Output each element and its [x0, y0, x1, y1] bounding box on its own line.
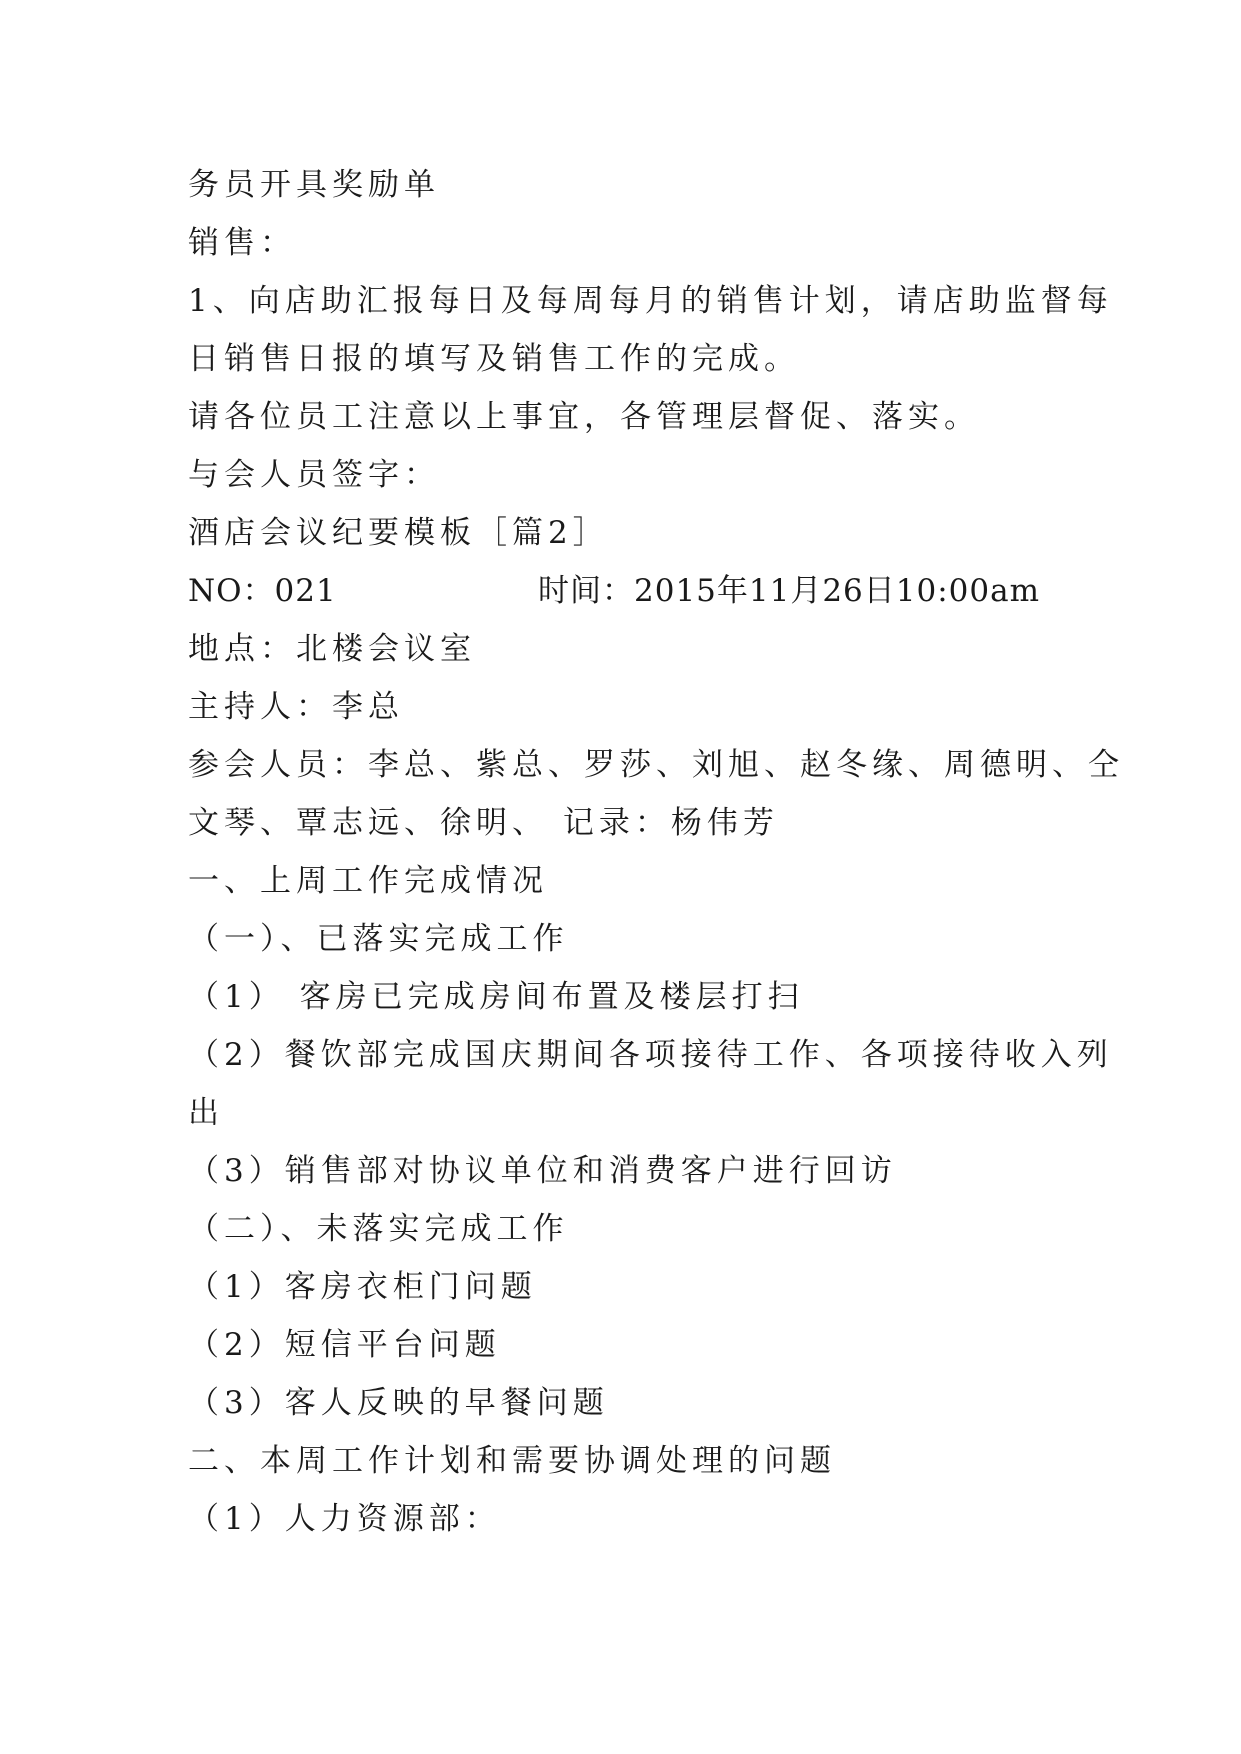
list-item: （3）客人反映的早餐问题 — [188, 1385, 609, 1421]
meeting-attendees-cont: 文琴、覃志远、徐明、 记录：杨伟芳 — [188, 805, 779, 841]
list-item: （2）短信平台问题 — [188, 1327, 501, 1363]
section-label-sales: 销售： — [188, 225, 296, 261]
list-item: （1）客房衣柜门问题 — [188, 1269, 537, 1305]
subsection-heading: （二）、未落实完成工作 — [188, 1211, 569, 1247]
section-heading: 二、本周工作计划和需要协调处理的问题 — [188, 1443, 836, 1479]
list-item: （2）餐饮部完成国庆期间各项接待工作、各项接待收入列 — [188, 1037, 1113, 1073]
text-line: 务员开具奖励单 — [188, 167, 440, 203]
list-item: （1） 客房已完成房间布置及楼层打扫 — [188, 979, 804, 1015]
meeting-number: NO：021 — [188, 573, 337, 609]
text-line: 日销售日报的填写及销售工作的完成。 — [188, 341, 800, 377]
text-line: 1、向店助汇报每日及每周每月的销售计划，请店助监督每 — [188, 283, 1113, 319]
subsection-heading: （一）、已落实完成工作 — [188, 921, 569, 957]
document-body — [188, 156, 1124, 1548]
meeting-location: 地点：北楼会议室 — [188, 631, 476, 667]
meta-row — [188, 562, 1068, 620]
list-item-cont: 出 — [188, 1095, 224, 1131]
meeting-time: 时间：2015年11月26日10:00am — [538, 573, 1040, 609]
document-heading: 酒店会议纪要模板［篇2］ — [188, 515, 609, 551]
meeting-host: 主持人：李总 — [188, 689, 404, 725]
section-heading: 一、上周工作完成情况 — [188, 863, 548, 899]
list-item: （3）销售部对协议单位和消费客户进行回访 — [188, 1153, 897, 1189]
signature-label: 与会人员签字： — [188, 457, 440, 493]
meeting-attendees: 参会人员：李总、紫总、罗莎、刘旭、赵冬缘、周德明、仝 — [188, 747, 1124, 783]
text-line: 请各位员工注意以上事宜，各管理层督促、落实。 — [188, 399, 980, 435]
list-item: （1）人力资源部： — [188, 1501, 501, 1537]
